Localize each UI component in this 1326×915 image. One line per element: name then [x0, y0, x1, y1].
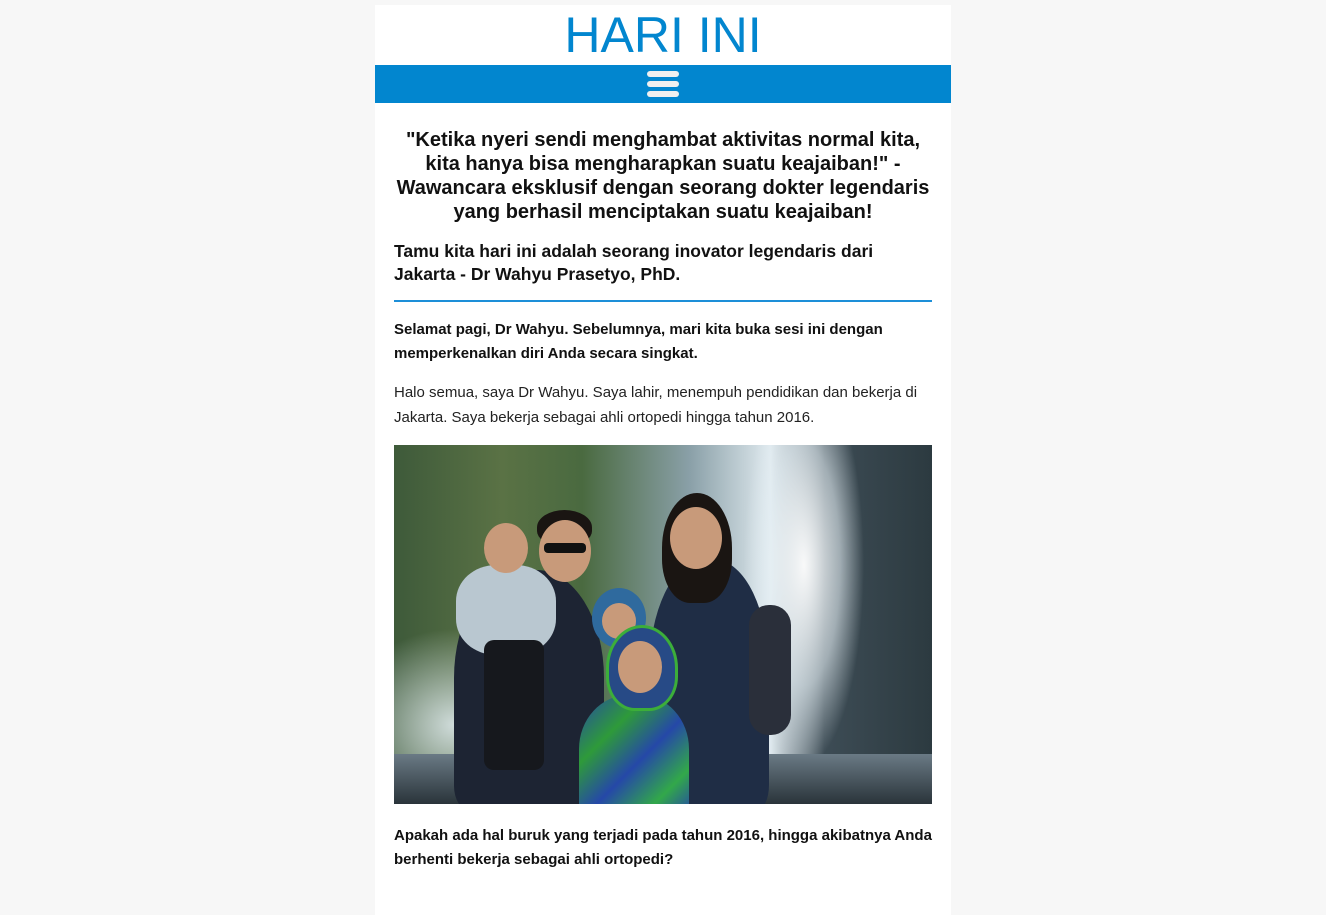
hamburger-bar — [647, 91, 679, 97]
hamburger-bar — [647, 71, 679, 77]
article-headline: "Ketika nyeri sendi menghambat aktivitas normal kita, kita hanya bisa mengharapkan suatu keajaiban!" - Wawancara eksklusif dengan seorang dokter legendaris yang berhasil menciptakan suatu keajaiban! — [396, 129, 930, 223]
article-content — [375, 128, 951, 872]
family-photo — [394, 445, 932, 804]
interview-question: Apakah ada hal buruk yang terjadi pada tahun 2016, hingga akibatnya Anda berhenti bekerja sebagai ahli ortopedi? — [394, 827, 932, 868]
hamburger-menu-icon[interactable] — [647, 71, 679, 97]
hamburger-bar — [647, 81, 679, 87]
article-subheadline: Tamu kita hari ini adalah seorang inovator legendaris dari Jakarta - Dr Wahyu Prasetyo, PhD. — [394, 241, 874, 284]
divider — [394, 300, 932, 302]
interview-answer: Halo semua, saya Dr Wahyu. Saya lahir, menempuh pendidikan dan bekerja di Jakarta. Saya bekerja sebagai ahli ortopedi hingga tahun 2016. — [394, 384, 918, 426]
navbar — [375, 65, 951, 103]
photo-face — [618, 641, 662, 693]
photo-backpack — [749, 605, 791, 735]
page-container — [375, 5, 951, 915]
site-title[interactable]: HARI INI — [564, 7, 762, 63]
photo-face — [484, 523, 528, 573]
photo-sunglasses — [544, 543, 586, 553]
interview-question: Selamat pagi, Dr Wahyu. Sebelumnya, mari kita buka sesi ini dengan memperkenalkan diri Anda secara singkat. — [394, 321, 883, 362]
photo-person-toddler-legs — [484, 640, 544, 770]
photo-face — [670, 507, 722, 569]
photo-person-boy-front — [579, 695, 689, 804]
